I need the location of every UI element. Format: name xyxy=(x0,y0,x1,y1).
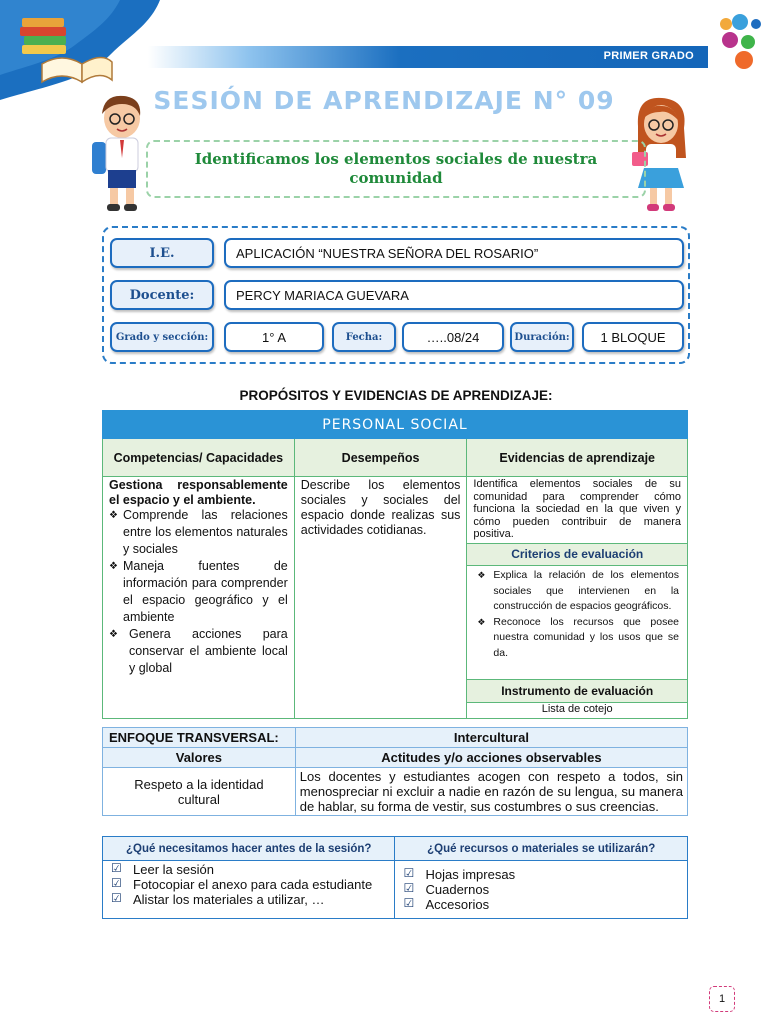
page-number: 1 xyxy=(709,986,735,1012)
list-item: ☑ Cuadernos xyxy=(403,882,679,897)
fecha-value: …..08/24 xyxy=(402,322,504,352)
header-bar xyxy=(148,46,708,68)
info-frame xyxy=(102,226,690,364)
actitud: Los docentes y estudiantes acogen con respeto a todos, sin menospreciar ni excluir a nadie en razón de su lengua, su manera de hablar, su forma de vestir, sus costumbres o sus creencias. xyxy=(295,768,687,816)
docente-value: PERCY MARIACA GUEVARA xyxy=(224,280,684,310)
enfoque-label: ENFOQUE TRANSVERSAL: xyxy=(103,728,296,748)
fecha-label: Fecha: xyxy=(332,322,396,352)
list-item: ❖ Reconoce los recursos que posee nuestra comunidad y los usos que se da. xyxy=(477,615,679,662)
col-evidencias: Evidencias de aprendizaje xyxy=(467,439,688,477)
instrumento-label: Instrumento de evaluación xyxy=(467,680,688,702)
enfoque-table xyxy=(102,727,688,816)
topic-box xyxy=(146,140,646,198)
grade-label: PRIMER GRADO xyxy=(603,50,694,62)
ie-value: APLICACIÓN “NUESTRA SEÑORA DEL ROSARIO” xyxy=(224,238,684,268)
antes-label: ¿Qué necesitamos hacer antes de la sesión? xyxy=(103,837,395,861)
books-illustration xyxy=(0,0,160,100)
desempeno: Describe los elementos sociales y sociales del espacio donde realizas sus actividades cotidianas. xyxy=(294,477,467,719)
criterios-list xyxy=(467,566,687,665)
actitudes-label: Actitudes y/o acciones observables xyxy=(295,748,687,768)
grado-value: 1° A xyxy=(224,322,324,352)
decorative-dots xyxy=(712,14,764,70)
session-topic: Identificamos los elementos sociales de nuestra comunidad xyxy=(194,150,598,187)
col-competencias: Competencias/ Capacidades xyxy=(103,439,295,477)
recursos-label: ¿Qué recursos o materiales se utilizarán? xyxy=(395,837,688,861)
personal-social-table xyxy=(102,410,688,719)
preparation-table xyxy=(102,836,688,919)
list-item: ☑ Accesorios xyxy=(403,897,679,912)
antes-list xyxy=(103,861,394,907)
list-item: ❖ Maneja fuentes de información para comprender el espacio geográfico y el ambiente xyxy=(109,558,288,626)
area-title: PERSONAL SOCIAL xyxy=(103,411,688,439)
duracion-value: 1 BLOQUE xyxy=(582,322,684,352)
capacidades-list xyxy=(109,507,288,677)
recursos-list xyxy=(395,867,687,912)
enfoque-value: Intercultural xyxy=(295,728,687,748)
grado-label: Grado y sección: xyxy=(110,322,214,352)
evidencia: Identifica elementos sociales de su comunidad para comprender cómo funciona la sociedad en la que viven y cómo pueden contribuir de manera positiva. xyxy=(467,477,688,544)
session-title: SESIÓN DE APRENDIZAJE N° 09 xyxy=(153,86,615,115)
list-item: ☑ Fotocopiar el anexo para cada estudiante xyxy=(111,877,386,892)
col-desempenos: Desempeños xyxy=(294,439,467,477)
valor: Respeto a la identidad cultural xyxy=(103,768,296,816)
purposes-heading: PROPÓSITOS Y EVIDENCIAS DE APRENDIZAJE: xyxy=(239,388,553,403)
list-item: ❖ Explica la relación de los elementos sociales que intervienen en la construcción de espacios geográficos. xyxy=(477,568,679,615)
duracion-label: Duración: xyxy=(510,322,574,352)
docente-label: Docente: xyxy=(110,280,214,310)
list-item: ❖ Comprende las relaciones entre los elementos naturales y sociales xyxy=(109,507,288,558)
competencia: Gestiona responsablemente el espacio y el ambiente. xyxy=(109,478,288,507)
instrumento: Lista de cotejo xyxy=(467,702,688,718)
boy-illustration xyxy=(90,92,152,214)
list-item: ☑ Alistar los materiales a utilizar, … xyxy=(111,892,386,907)
ie-label: I.E. xyxy=(110,238,214,268)
criterios-label: Criterios de evaluación xyxy=(467,543,688,565)
list-item: ☑ Hojas impresas xyxy=(403,867,679,882)
valores-label: Valores xyxy=(103,748,296,768)
list-item: ❖ Genera acciones para conservar el ambiente local y global xyxy=(109,626,288,677)
list-item: ☑ Leer la sesión xyxy=(111,862,386,877)
